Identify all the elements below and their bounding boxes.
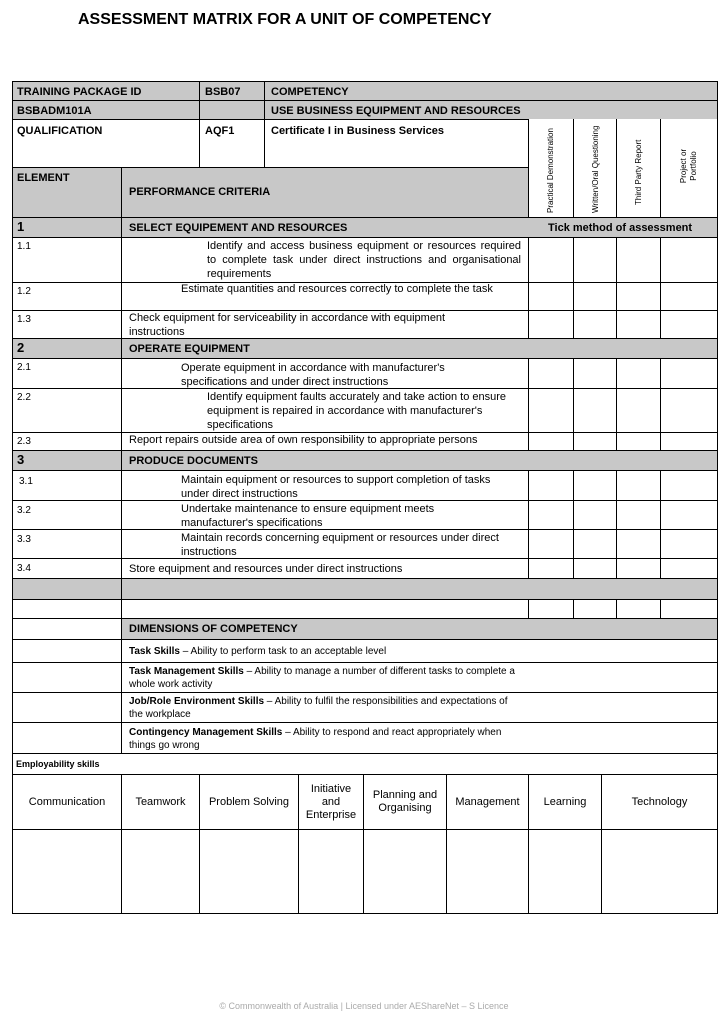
competency-label: COMPETENCY xyxy=(271,86,349,98)
method-third-party-report: Third Party Report xyxy=(634,139,643,205)
criterion-number: 2.3 xyxy=(17,436,31,447)
skill-teamwork: Teamwork xyxy=(135,795,186,808)
dimension-item xyxy=(129,665,519,691)
dimension-item xyxy=(129,695,519,721)
criterion-number: 2.2 xyxy=(17,392,31,403)
criterion-number: 1.1 xyxy=(17,241,31,252)
criterion-text: Estimate quantities and resources correctly to complete the task xyxy=(181,283,493,295)
shade-el2 xyxy=(13,339,718,358)
criterion-number: 3.3 xyxy=(17,534,31,545)
unit-code: BSBADM101A xyxy=(17,105,92,117)
element-title: SELECT EQUIPEMENT AND RESOURCES xyxy=(129,222,348,234)
footer-licence: © Commonwealth of Australia | Licensed under AEShareNet – S Licence xyxy=(219,1001,509,1011)
element-number: 3 xyxy=(17,452,25,467)
criterion-number: 2.1 xyxy=(17,362,31,373)
qualification-level: AQF1 xyxy=(205,125,235,137)
dimension-label: Task Skills xyxy=(129,646,180,657)
dimension-label: Task Management Skills xyxy=(129,666,244,677)
criterion-text: Identify equipment faults accurately and take action to ensure equipment is repaired in accordance with manufacturer's specifications xyxy=(207,391,507,431)
shade-el3 xyxy=(13,451,718,470)
dimension-label: Contingency Management Skills xyxy=(129,727,283,738)
skill-planning-organising: Planning and Organising xyxy=(372,789,438,814)
training-package-value: BSB07 xyxy=(205,86,241,98)
element-title: OPERATE EQUIPMENT xyxy=(129,343,250,355)
element-title: PRODUCE DOCUMENTS xyxy=(129,455,258,467)
criterion-number: 1.3 xyxy=(17,314,31,325)
skill-learning: Learning xyxy=(543,795,587,808)
employability-label: Employability skills xyxy=(16,759,100,769)
competency-value: USE BUSINESS EQUIPMENT AND RESOURCES xyxy=(271,105,521,117)
dimension-text: – Ability to perform task to an acceptable level xyxy=(179,646,387,657)
criterion-text: Maintain equipment or resources to support completion of tasks under direct instructions xyxy=(181,474,491,500)
dimension-item xyxy=(129,645,519,659)
criterion-number: 3.4 xyxy=(17,563,31,574)
dimension-text: – Ability to fulfil the responsibilities and expectations of the workplace xyxy=(129,696,508,720)
skill-initiative-enterprise: Initiative and Enterprise xyxy=(305,782,357,821)
training-package-label: TRAINING PACKAGE ID xyxy=(17,86,142,98)
qualification-value: Certificate I in Business Services xyxy=(271,125,445,137)
criterion-text: Identify and access business equipment or resources required to complete task under direct instructions and organisational requirements xyxy=(207,240,521,280)
dimensions-heading: DIMENSIONS OF COMPETENCY xyxy=(129,623,298,635)
criterion-text: Store equipment and resources under direct instructions xyxy=(129,563,403,575)
skill-technology: Technology xyxy=(631,795,688,808)
performance-criteria-label: PERFORMANCE CRITERIA xyxy=(129,186,271,198)
method-project-portfolio: Project or Portfolio xyxy=(679,148,698,184)
criterion-number: 3.1 xyxy=(19,476,33,487)
element-number: 1 xyxy=(17,219,25,234)
dimension-text: – Ability to manage a number of different tasks to complete a whole work activity xyxy=(129,666,515,690)
tick-method-label: Tick method of assessment xyxy=(548,222,693,234)
criterion-text: Maintain records concerning equipment or resources under direct instructions xyxy=(181,532,499,558)
skill-management: Management xyxy=(455,795,520,808)
method-written-oral-questioning: Written/Oral Questioning xyxy=(591,125,600,213)
element-label: ELEMENT xyxy=(17,172,70,184)
method-practical-demonstration: Practical Demonstration xyxy=(546,128,555,213)
element-number: 2 xyxy=(17,340,25,355)
dimension-item xyxy=(129,726,519,752)
dimension-text: – Ability to respond and react appropriately when things go wrong xyxy=(129,727,502,751)
criterion-text: Undertake maintenance to ensure equipment meets manufacturer's specifications xyxy=(181,503,435,529)
page-title: ASSESSMENT MATRIX FOR A UNIT OF COMPETENCY xyxy=(78,11,492,28)
criterion-number: 3.2 xyxy=(17,505,31,516)
criterion-number: 1.2 xyxy=(17,286,31,297)
skill-communication: Communication xyxy=(28,795,106,808)
criterion-text: Report repairs outside area of own responsibility to appropriate persons xyxy=(129,434,478,446)
qualification-label: QUALIFICATION xyxy=(17,125,103,137)
dimension-label: Job/Role Environment Skills xyxy=(129,696,265,707)
shade-element xyxy=(13,168,529,217)
criterion-text: Check equipment for serviceability in accordance with equipment instructions xyxy=(129,312,446,338)
shade-empty xyxy=(13,579,718,599)
criterion-text: Operate equipment in accordance with manufacturer's specifications and under direct instructions xyxy=(181,362,445,388)
skill-problem-solving: Problem Solving xyxy=(208,795,290,808)
